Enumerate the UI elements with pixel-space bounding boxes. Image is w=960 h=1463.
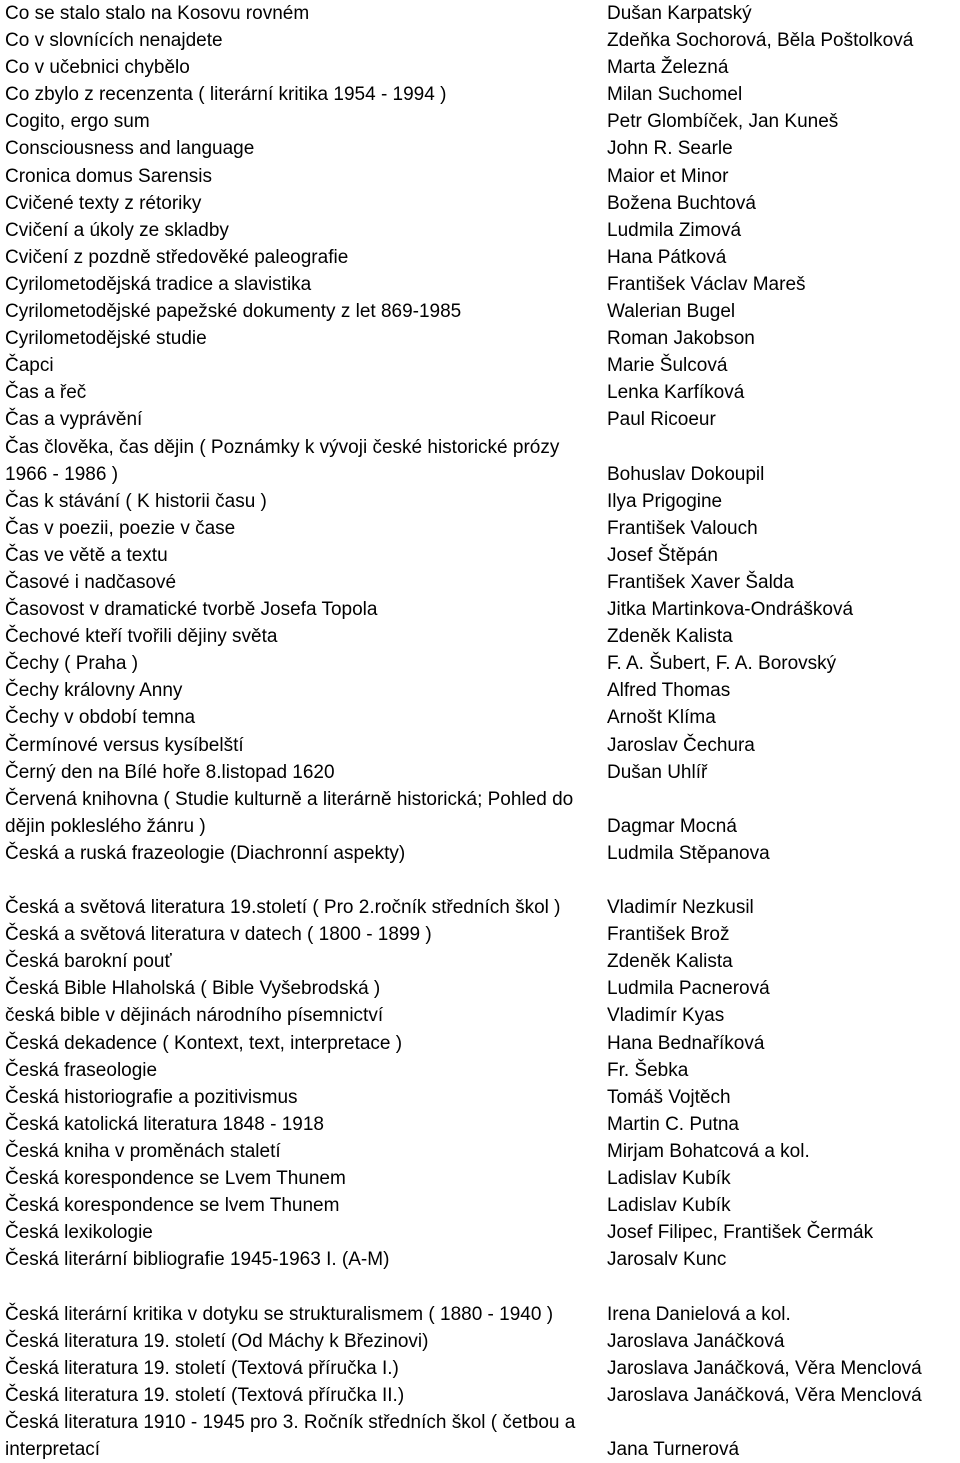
book-title: Cyrilometodějské papežské dokumenty z let 869-1985 [5,301,462,323]
book-author: Jitka Martinkova-Ondrášková [607,599,854,621]
book-title: česká bible v dějinách národního písemnictví [5,1005,384,1027]
list-item [0,1192,960,1219]
list-item [0,244,960,271]
list-item [0,569,960,596]
list-item [0,217,960,244]
book-title: Česká barokní pouť [5,951,172,973]
book-author: Jana Turnerová [607,1438,740,1460]
list-item [0,0,960,27]
list-item [0,921,960,948]
book-title: Čechy v období temna [5,707,196,729]
book-title: Česká a světová literatura v datech ( 1800 - 1899 ) [5,924,432,946]
book-title: Česká literatura 19. století (Textová příručka I.) [5,1357,399,1379]
list-item [0,1138,960,1165]
book-author: Mirjam Bohatcová a kol. [607,1140,810,1162]
book-title: Česká katolická literatura 1848 - 1918 [5,1113,324,1135]
book-author: Ludmila Stěpanova [607,842,770,864]
book-author: Jarosalv Kunc [607,1249,727,1271]
list-item [0,352,960,379]
book-title: Česká literatura 19. století (Od Máchy k Březinovi) [5,1330,429,1352]
list-item [0,1409,960,1463]
book-title: Čermínové versus kysíbelští [5,734,244,756]
list-item [0,623,960,650]
list-item [0,840,960,867]
list-item [0,1382,960,1409]
book-title: Cvičení a úkoly ze skladby [5,219,229,241]
book-author: Ladislav Kubík [607,1168,731,1190]
list-item [0,406,960,433]
book-author: Jaroslava Janáčková, Věra Menclová [607,1384,922,1406]
list-item [0,54,960,81]
book-author: Arnošt Klíma [607,707,716,729]
book-author: Zdeněk Kalista [607,626,733,648]
book-author: Bohuslav Dokoupil [607,463,765,485]
book-author: Ludmila Pacnerová [607,978,770,1000]
book-author: Ilya Prigogine [607,490,723,512]
book-title: Cyrilometodějská tradice a slavistika [5,273,312,295]
book-author: Petr Glombíček, Jan Kuneš [607,111,839,133]
list-item [0,948,960,975]
book-author: Irena Danielová a kol. [607,1303,791,1325]
list-item [0,271,960,298]
book-title: Česká literatura 1910 - 1945 pro 3. Ročník středních škol ( četbou a interpretací [5,1411,576,1460]
list-item [0,1111,960,1138]
book-title: Časové i nadčasové [5,571,177,593]
list-item [0,1084,960,1111]
book-title: Čechy ( Praha ) [5,653,139,675]
book-author: František Václav Mareš [607,273,806,295]
list-item [0,677,960,704]
list-item [0,1002,960,1029]
book-author: František Valouch [607,517,758,539]
list-item [0,379,960,406]
book-title: Cogito, ergo sum [5,111,150,133]
book-author: František Brož [607,924,730,946]
list-item [0,515,960,542]
list-item [0,1030,960,1057]
list-item [0,108,960,135]
book-title: Česká historiografie a pozitivismus [5,1086,298,1108]
book-title: Co se stalo stalo na Kosovu rovném [5,3,310,24]
list-item [0,732,960,759]
list-item [0,1328,960,1355]
book-title: Cyrilometodějské studie [5,328,207,350]
book-author: Walerian Bugel [607,301,736,323]
list-item [0,1355,960,1382]
book-author: Lenka Karfíková [607,382,745,404]
book-title: Čechy královny Anny [5,680,183,702]
book-title: Co v slovnících nenajdete [5,30,223,52]
book-author: Martin C. Putna [607,1113,739,1135]
book-title: Čechové kteří tvořili dějiny světa [5,626,278,648]
book-title: Česká literární bibliografie 1945-1963 I. (A-M) [5,1249,390,1271]
book-author: John R. Searle [607,138,733,160]
list-item [0,135,960,162]
list-item [0,975,960,1002]
book-title: Čas a řeč [5,382,87,404]
book-title: Čapci [5,355,54,377]
book-title: Cronica domus Sarensis [5,165,212,187]
list-item [0,867,960,921]
book-title: Časovost v dramatické tvorbě Josefa Topola [5,599,378,621]
book-title: Čas ve větě a textu [5,544,168,566]
book-author: Dušan Uhlíř [607,761,708,783]
book-title: Consciousness and language [5,138,255,160]
list-item [0,325,960,352]
book-author: Ladislav Kubík [607,1195,731,1217]
book-author: Jaroslava Janáčková [607,1330,785,1352]
book-title: Česká a ruská frazeologie (Diachronní aspekty) [5,842,406,864]
book-title: Česká dekadence ( Kontext, text, interpretace ) [5,1032,403,1054]
book-title: Cvičené texty z rétoriky [5,192,202,214]
book-title: Česká literární kritika v dotyku se strukturalismem ( 1880 - 1940 ) [5,1303,554,1325]
list-item [0,1057,960,1084]
book-author: Marie Šulcová [607,355,728,377]
book-author: Fr. Šebka [607,1059,689,1081]
book-author: Jaroslav Čechura [607,734,755,756]
book-title: Čas k stávání ( K historii času ) [5,490,267,512]
list-item [0,704,960,731]
list-item [0,786,960,840]
book-author: Vladimír Kyas [607,1005,725,1027]
book-title: Česká Bible Hlaholská ( Bible Vyšebrodská ) [5,978,381,1000]
book-author: Božena Buchtová [607,192,756,214]
book-author: Josef Štěpán [607,544,718,566]
book-author: Dagmar Mocná [607,815,737,837]
list-item [0,27,960,54]
book-author: Paul Ricoeur [607,409,716,431]
list-item [0,298,960,325]
book-title: Co zbylo z recenzenta ( literární kritika 1954 - 1994 ) [5,84,447,106]
book-title: Červená knihovna ( Studie kulturně a literárně historická; Pohled do dějin pokleslého žánru ) [5,788,574,837]
book-title: Čas v poezii, poezie v čase [5,517,236,539]
list-item [0,1246,960,1273]
book-author: F. A. Šubert, F. A. Borovský [607,653,837,675]
book-title: Česká korespondence se lvem Thunem [5,1195,340,1217]
book-author: Vladimír Nezkusil [607,897,754,919]
book-title: Česká korespondence se Lvem Thunem [5,1168,346,1190]
book-title: Česká kniha v proměnách staletí [5,1140,281,1162]
book-title: Česká a světová literatura 19.století ( Pro 2.ročník středních škol ) [5,897,561,919]
list-item [0,1219,960,1246]
book-title: Cvičení z pozdně středověké paleografie [5,246,349,268]
book-author: Ludmila Zimová [607,219,742,241]
book-title: Čas a vyprávění [5,409,143,431]
book-title: Černý den na Bílé hoře 8.listopad 1620 [5,761,335,783]
book-author: Hana Bednaříková [607,1032,765,1054]
book-author: Hana Pátková [607,246,727,268]
list-item [0,1273,960,1327]
book-author: Alfred Thomas [607,680,731,702]
book-author: Roman Jakobson [607,328,755,350]
book-author: Jaroslava Janáčková, Věra Menclová [607,1357,922,1379]
list-item [0,81,960,108]
book-author: Zdeňka Sochorová, Běla Poštolková [607,30,914,52]
book-author: Milan Suchomel [607,84,743,106]
list-item [0,434,960,488]
book-title: Česká literatura 19. století (Textová příručka II.) [5,1384,405,1406]
list-item [0,650,960,677]
book-title: Čas člověka, čas dějin ( Poznámky k vývoji české historické prózy 1966 - 1986 ) [5,436,560,485]
list-item [0,163,960,190]
book-title: Co v učebnici chybělo [5,57,190,79]
list-item [0,542,960,569]
list-item [0,759,960,786]
list-item [0,1165,960,1192]
book-author: Marta Železná [607,57,729,79]
book-title: Česká lexikologie [5,1222,153,1244]
list-item [0,190,960,217]
book-author: Zdeněk Kalista [607,951,733,973]
list-item [0,596,960,623]
list-item [0,488,960,515]
book-author: Tomáš Vojtěch [607,1086,731,1108]
book-author: Dušan Karpatský [607,3,752,24]
book-author: Josef Filipec, František Čermák [607,1222,874,1244]
book-title: Česká fraseologie [5,1059,158,1081]
book-author: František Xaver Šalda [607,571,794,593]
book-author: Maior et Minor [607,165,729,187]
